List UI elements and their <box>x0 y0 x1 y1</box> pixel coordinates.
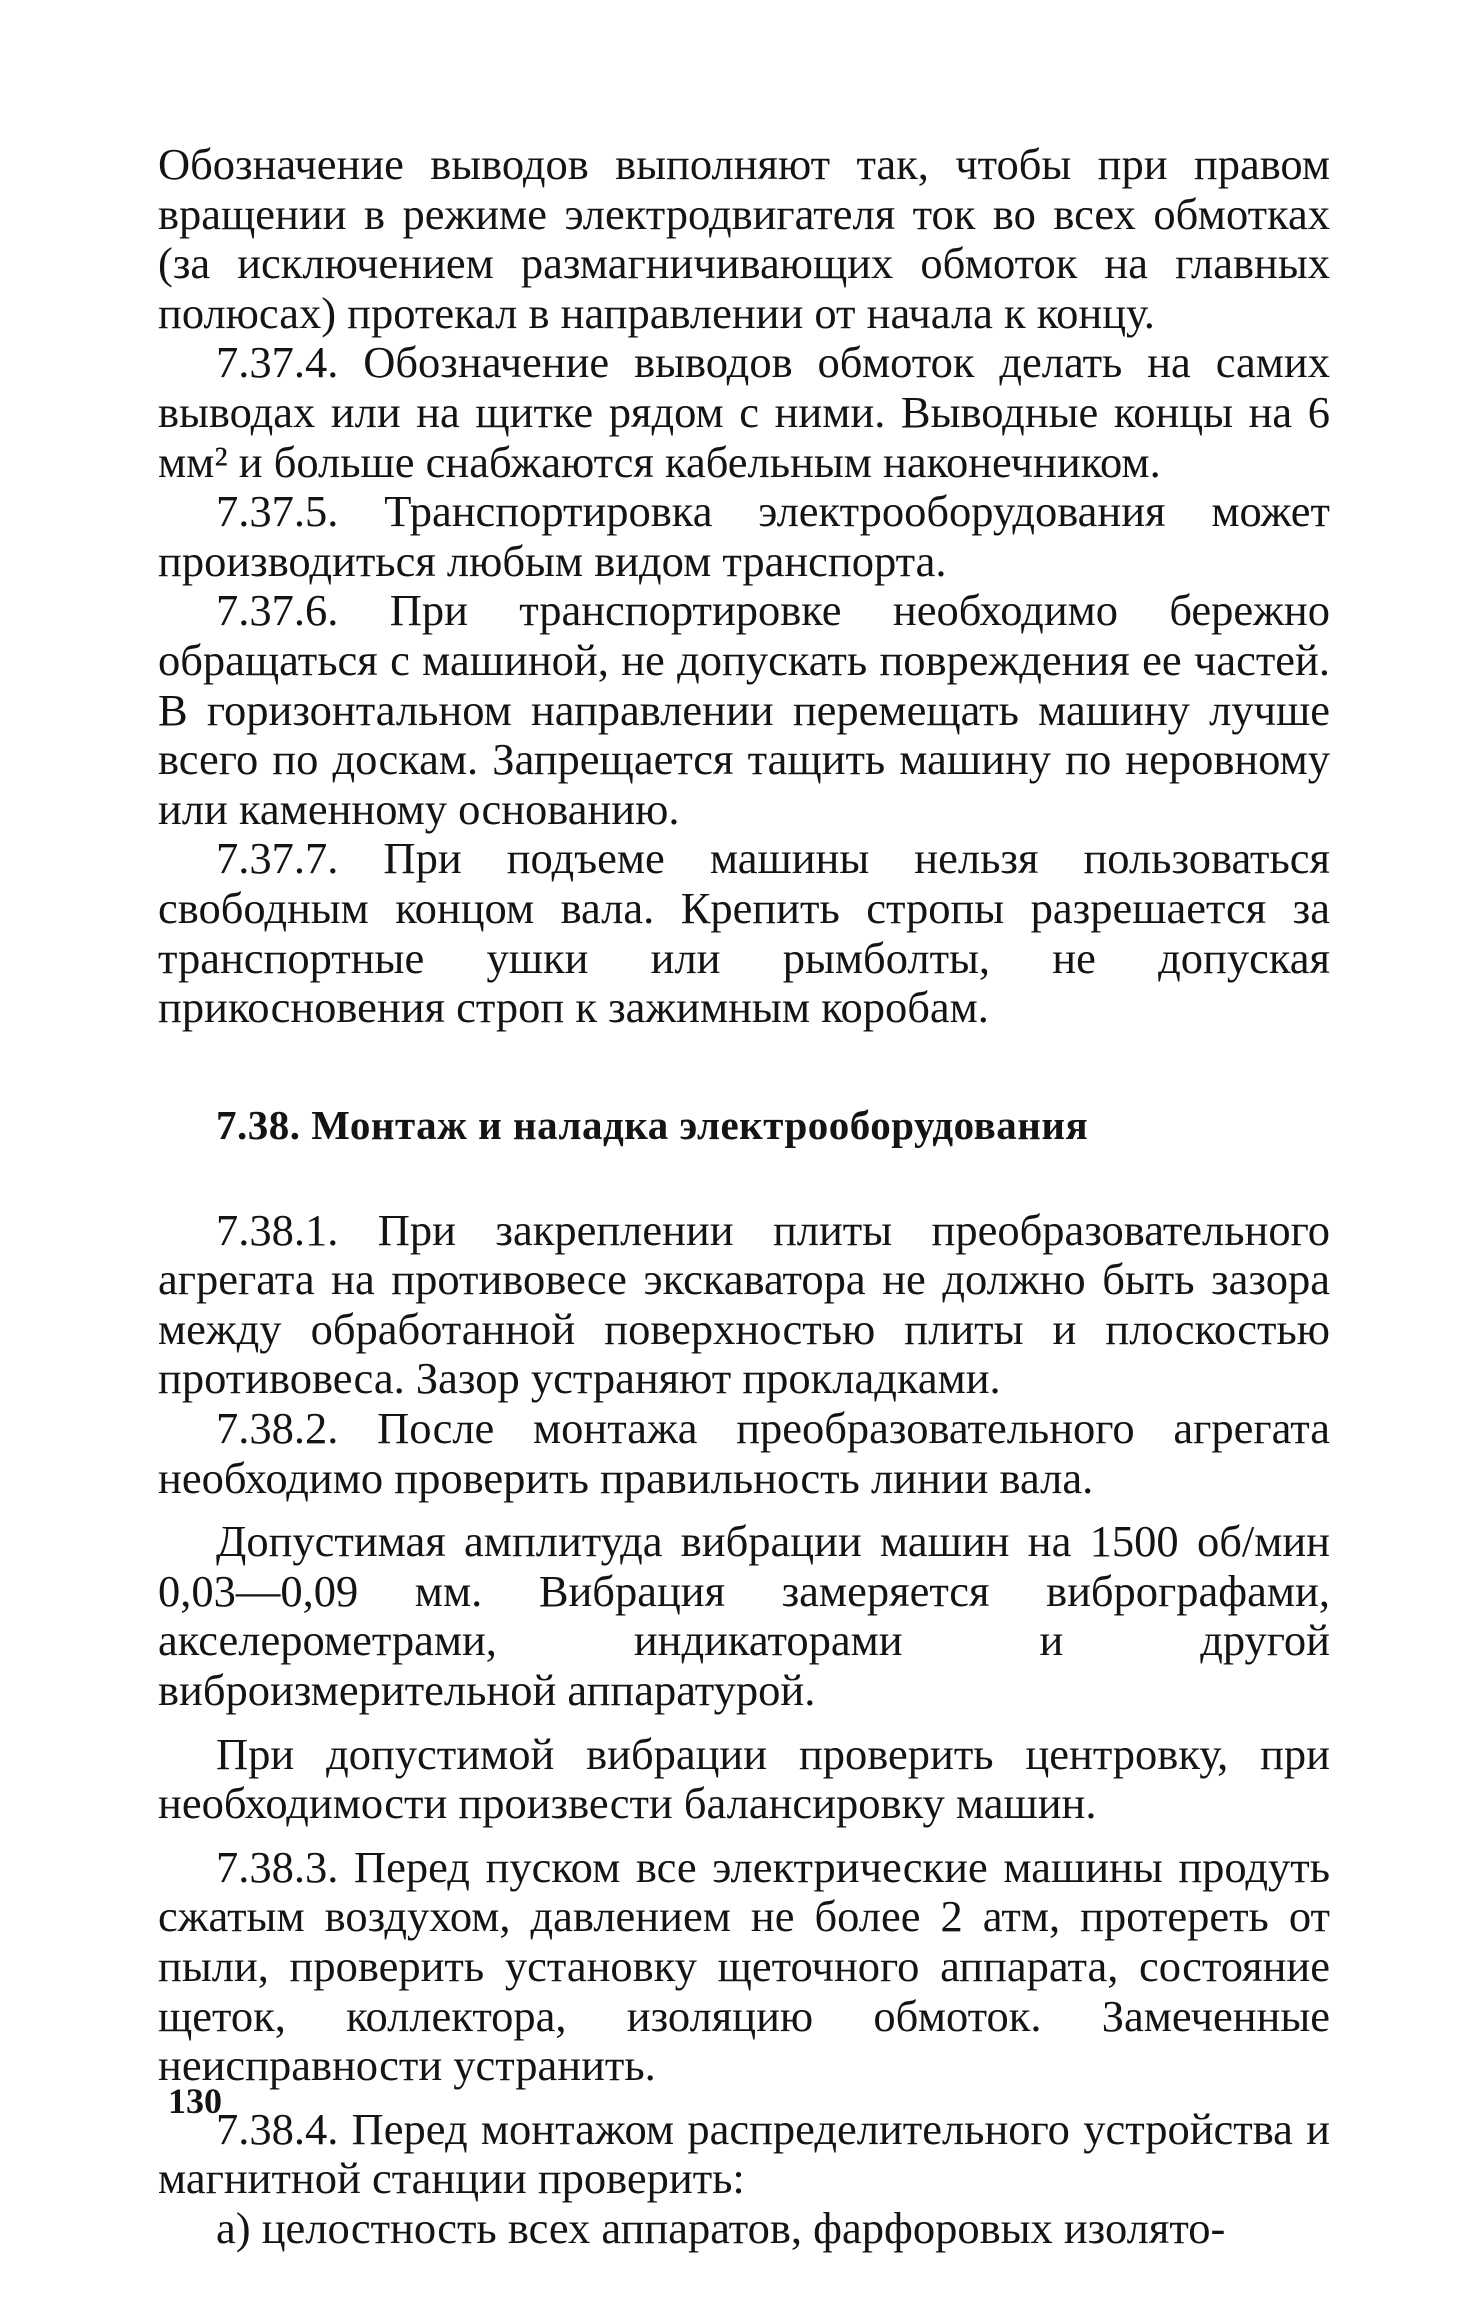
paragraph-7-38-1: 7.38.1. При закреплении плиты преобразовательного агрегата на противовесе экскаватора не должно быть зазора между обработанной поверхностью плиты и плоскостью противовеса. Зазор устраняют прокладками. <box>158 1204 1330 1404</box>
paragraph-7-37-4: 7.37.4. Обозначение выводов обмоток делать на самих выводах или на щитке рядом с ними. Выводные концы на 6 мм² и больше снабжаются кабельным наконечником. <box>158 337 1330 487</box>
paragraph-7-37-6: 7.37.6. При транспортировке необходимо бережно обращаться с машиной, не допускать повреждения ее частей. В горизонтальном направлении перемещать машину лучше всего по доскам. Запрещается тащить машину по неровному или каменному основанию. <box>158 585 1330 834</box>
paragraph-7-37-7: 7.37.7. При подъеме машины нельзя пользоваться свободным концом вала. Крепить стропы разрешается за транспортные ушки или рымболты, не допуская прикосновения строп к зажимным коробам. <box>158 833 1330 1033</box>
paragraph-7-38-4: 7.38.4. Перед монтажом распределительного устройства и магнитной станции проверить: <box>158 2103 1330 2204</box>
paragraph-7-38-3: 7.38.3. Перед пуском все электрические машины продуть сжатым воздухом, давлением не более 2 атм, протереть от пыли, проверить установку щеточного аппарата, состояние щеток, коллектора, изоляцию обмоток. Замеченные неисправности устранить. <box>158 1841 1330 2091</box>
page-body <box>158 140 1330 2254</box>
paragraph-vibration: Допустимая амплитуда вибрации машин на 1500 об/мин 0,03—0,09 мм. Вибрация замеряется вибрографами, акселерометрами, индикаторами и другой виброизмерительной аппаратурой. <box>158 1516 1330 1716</box>
paragraph-leads-polarity: Обозначение выводов выполняют так, чтобы при правом вращении в режиме электродвигателя ток во всех обмотках (за исключением размагничивающих обмоток на главных полюсах) протекал в направлении от начала к концу. <box>158 139 1330 338</box>
section-heading-7-38: 7.38. Монтаж и наладка электрооборудования <box>216 1101 1089 1148</box>
list-item-a: а) целостность всех аппаратов, фарфоровых изолято- <box>216 2202 1226 2253</box>
paragraph-centering: При допустимой вибрации проверить центровку, при необходимости произвести балансировку машин. <box>158 1728 1330 1829</box>
paragraph-7-38-2: 7.38.2. После монтажа преобразовательного агрегата необходимо проверить правильность линии вала. <box>158 1403 1330 1503</box>
paragraph-7-37-5: 7.37.5. Транспортировка электрооборудования может производиться любым видом транспорта. <box>158 486 1330 586</box>
page-number: 130 <box>168 2081 222 2121</box>
